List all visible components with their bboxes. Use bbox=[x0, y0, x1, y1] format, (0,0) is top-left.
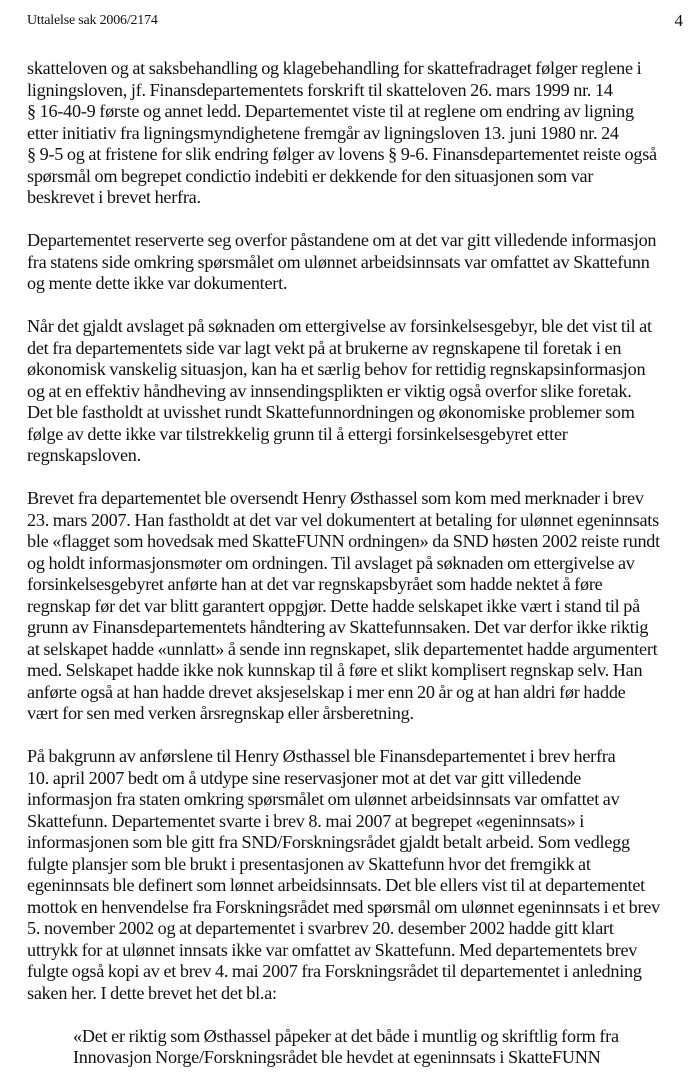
block-quote bbox=[73, 1026, 697, 1069]
text-line: det fra departementets side var lagt vekt på at brukerne av regnskapene til foretak i en bbox=[27, 337, 622, 358]
text-line: ble «flagget som hovedsak med SkatteFUNN ordningen» da SND høsten 2002 reiste rundt bbox=[27, 531, 660, 551]
text-line: saken her. I dette brevet het det bl.a: bbox=[27, 982, 277, 1003]
page-header bbox=[27, 11, 683, 31]
text-line: etter initiativ fra ligningsmyndighetene fremgår av ligningsloven 13. juni 1980 nr. 24 bbox=[27, 122, 619, 143]
text-line: ligningsloven, jf. Finansdepartementets forskrift til skatteloven 26. mars 1999 nr. 14 bbox=[27, 79, 613, 100]
text-line: skatteloven og at saksbehandling og klagebehandling for skattefradraget følger reglene i bbox=[27, 58, 642, 78]
quote-line: Innovasjon Norge/Forskningsrådet ble hevdet at egeninnsats i SkatteFUNN bbox=[73, 1047, 601, 1067]
text-line: spørsmål om begrepet condictio indebiti er dekkende for den situasjonen som var bbox=[27, 165, 594, 186]
quote-line: «Det er riktig som Østhassel påpeker at det både i muntlig og skriftlig form fra bbox=[73, 1025, 619, 1046]
text-line: Departementet reserverte seg overfor påstandene om at det var gitt villedende informasjon bbox=[27, 230, 657, 250]
text-line: anførte også at han hadde drevet aksjeselskap i mer enn 20 år og at han aldri før hadde bbox=[27, 681, 626, 702]
text-line: regnskapsloven. bbox=[27, 445, 141, 465]
text-line: med. Selskapet hadde ikke nok kunnskap til å føre et slikt komplisert regnskap selv. Han bbox=[27, 660, 643, 680]
text-line: økonomisk vanskelig situasjon, kan ha et særlig behov for rettidig regnskapsinformasjon bbox=[27, 359, 646, 379]
text-line: 5. november 2002 og at departementet i svarbrev 20. desember 2002 hadde gitt klart bbox=[27, 918, 614, 938]
paragraph-tax-rules bbox=[27, 58, 697, 209]
text-line: § 9-5 og at fristene for slik endring følger av lovens § 9-6. Finansdepartementet reiste også bbox=[27, 144, 657, 164]
text-line: fulgte også kopi av et brev 4. mai 2007 fra Forskningsrådet til departementet i anledning bbox=[27, 961, 642, 981]
page-number: 4 bbox=[674, 11, 683, 30]
text-line: Skattefunn. Departementet svarte i brev 8. mai 2007 at begrepet «egeninnsats» i bbox=[27, 810, 585, 831]
text-line: og at en effektiv håndheving av innsendingsplikten er viktig også overfor slike foretak. bbox=[27, 380, 632, 401]
text-line: Når det gjaldt avslaget på søknaden om ettergivelse av forsinkelsesgebyr, ble det vist til at bbox=[27, 316, 652, 336]
text-line: beskrevet i brevet herfra. bbox=[27, 187, 201, 207]
text-line: informasjon fra staten omkring spørsmålet om ulønnet arbeidsinnsats var omfattet av bbox=[27, 789, 620, 809]
text-line: Det ble fastholdt at uvisshet rundt Skattefunnordningen og økonomiske problemer som bbox=[27, 402, 635, 422]
text-line: følge av dette ikke var tilstrekkelig grunn til å ettergi forsinkelsesgebyret etter bbox=[27, 423, 568, 444]
paragraph-late-fee bbox=[27, 316, 697, 467]
text-line: og mente dette ikke var dokumentert. bbox=[27, 273, 288, 293]
text-line: 10. april 2007 bedt om å utdype sine reservasjoner mot at det var gitt villedende bbox=[27, 767, 582, 788]
text-line: vært for sen med verken årsregnskap eller årsberetning. bbox=[27, 703, 414, 723]
text-line: og holdt informasjonsmøter om ordningen. Til avslaget på søknaden om ettergivelse av bbox=[27, 552, 635, 573]
paragraph-department-reservation bbox=[27, 230, 697, 295]
case-reference-title: Uttalelse sak 2006/2174 bbox=[27, 13, 158, 28]
text-line: informasjonen som ble gitt fra SND/Forskningsrådet gjaldt betalt arbeid. Som vedlegg bbox=[27, 832, 630, 852]
text-line: egeninnsats ble definert som lønnet arbeidsinnsats. Det ble ellers vist til at departementet bbox=[27, 875, 645, 895]
text-line: § 16-40-9 første og annet ledd. Departementet viste til at reglene om endring av ligning bbox=[27, 101, 634, 121]
text-line: 23. mars 2007. Han fastholdt at det var vel dokumentert at betaling for ulønnet egeninnsats bbox=[27, 509, 659, 530]
text-line: På bakgrunn av anførslene til Henry Østhassel ble Finansdepartementet i brev herfra bbox=[27, 746, 616, 766]
text-line: fulgte plansjer som ble brukt i presentasjonen av Skattefunn hvor det fremgikk at bbox=[27, 853, 591, 874]
text-line: forsinkelsesgebyret anførte han at det var regnskapsbyrået som hadde nektet å føre bbox=[27, 574, 603, 594]
text-line: at selskapet hadde «unnlatt» å sende inn regnskapet, slik departementet hadde argumentert bbox=[27, 638, 658, 659]
text-line: regnskap før det var blitt garantert oppgjør. Dette hadde selskapet ikke vært i stand til på bbox=[27, 595, 640, 616]
paragraph-osthassel-remarks bbox=[27, 488, 697, 725]
text-line: uttrykk for at ulønnet innsats ikke var omfattet av Skattefunn. Med departementets brev bbox=[27, 939, 638, 960]
text-line: mottok en henvendelse fra Forskningsrådet med spørsmål om ulønnet egeninnsats i et brev bbox=[27, 896, 660, 917]
text-line: grunn av Finansdepartementets håndtering av Skattefunnsaken. Det var derfor ikke riktig bbox=[27, 617, 649, 637]
text-line: fra statens side omkring spørsmålet om ulønnet arbeidsinnsats var omfattet av Skattefunn bbox=[27, 251, 650, 272]
text-line: Brevet fra departementet ble oversendt Henry Østhassel som kom med merknader i brev bbox=[27, 488, 644, 508]
document-body bbox=[27, 58, 697, 1090]
paragraph-follow-up bbox=[27, 746, 697, 1004]
